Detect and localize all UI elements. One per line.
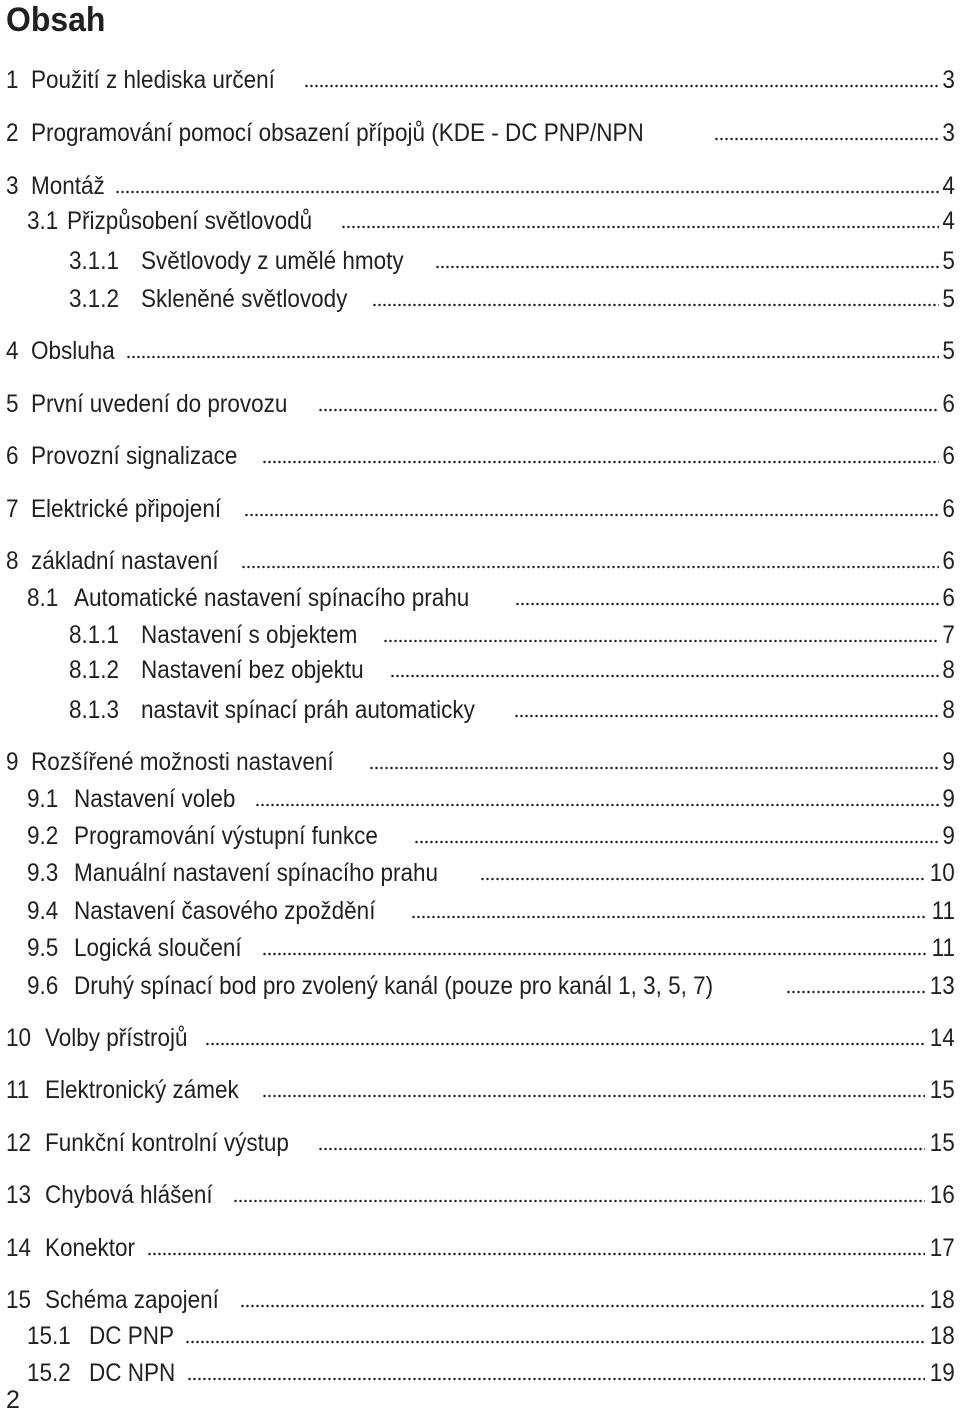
toc-entry-page: 4 xyxy=(942,207,955,235)
toc-entry-title: Schéma zapojení xyxy=(45,1286,219,1314)
toc-entry-title: Skleněné světlovody xyxy=(141,285,348,313)
page-title: Obsah xyxy=(6,1,106,39)
toc-entry-title: Montáž xyxy=(31,172,105,200)
toc-entry-page: 17 xyxy=(929,1234,955,1262)
toc-entry-page: 8 xyxy=(942,696,955,724)
toc-entry-number: 8.1.1 xyxy=(69,621,120,649)
dot-leader xyxy=(383,639,939,643)
toc-entry-title: Manuální nastavení spínacího prahu xyxy=(74,859,439,887)
dot-leader xyxy=(372,303,939,307)
toc-entry[interactable] xyxy=(27,206,955,236)
toc-entry[interactable] xyxy=(69,620,955,650)
toc-entry-number: 8.1.2 xyxy=(69,656,120,684)
toc-entry-title: Provozní signalizace xyxy=(31,442,238,470)
toc-entry-number: 1 xyxy=(6,66,19,94)
toc-entry-page: 6 xyxy=(942,495,955,523)
toc-entry[interactable] xyxy=(27,821,955,851)
toc-entry-title: DC NPN xyxy=(89,1359,176,1387)
dot-leader xyxy=(240,1304,925,1308)
dot-leader xyxy=(187,1377,925,1381)
toc-entry-title: Programování výstupní funkce xyxy=(74,822,378,850)
toc-entry-title: nastavit spínací práh automaticky xyxy=(141,696,475,724)
dot-leader xyxy=(318,408,939,412)
toc-entry-number: 8 xyxy=(6,547,19,575)
toc-entry-page: 6 xyxy=(942,547,955,575)
toc-entry-number: 9.1 xyxy=(27,785,59,813)
toc-entry[interactable] xyxy=(69,655,955,685)
toc-entry[interactable] xyxy=(6,65,955,95)
toc-entry-page: 3 xyxy=(942,119,955,147)
dot-leader xyxy=(514,714,939,718)
toc-entry-page: 15 xyxy=(929,1129,955,1157)
dot-leader xyxy=(244,513,939,517)
toc-entry-title: Elektrické připojení xyxy=(31,495,222,523)
toc-entry-title: Obsluha xyxy=(31,337,115,365)
toc-entry-page: 11 xyxy=(931,934,955,962)
dot-leader xyxy=(480,877,925,881)
dot-leader xyxy=(241,565,939,569)
toc-entry[interactable] xyxy=(6,336,955,366)
toc-entry-number: 7 xyxy=(6,495,19,523)
toc-entry-number: 13 xyxy=(6,1181,32,1209)
toc-entry-number: 11 xyxy=(6,1076,30,1104)
toc-entry-title: Chybová hlášení xyxy=(45,1181,213,1209)
page-number: 2 xyxy=(6,1386,20,1414)
toc-entry-title: Volby přístrojů xyxy=(45,1024,188,1052)
toc-entry-title: Nastavení s objektem xyxy=(141,621,358,649)
toc-entry[interactable] xyxy=(69,695,955,725)
toc-entry-page: 18 xyxy=(929,1286,955,1314)
dot-leader xyxy=(318,1147,925,1151)
dot-leader xyxy=(185,1340,925,1344)
dot-leader xyxy=(411,915,927,919)
toc-entry-number: 2 xyxy=(6,119,19,147)
toc-entry-page: 14 xyxy=(929,1024,955,1052)
toc-entry[interactable] xyxy=(27,858,955,888)
toc-entry[interactable] xyxy=(6,747,955,777)
dot-leader xyxy=(369,766,939,770)
toc-entry-title: Elektronický zámek xyxy=(45,1076,239,1104)
toc-entry-page: 5 xyxy=(942,247,955,275)
toc-entry[interactable] xyxy=(27,1358,955,1388)
toc-entry-page: 19 xyxy=(929,1359,955,1387)
toc-entry-title: základní nastavení xyxy=(31,547,219,575)
toc-entry[interactable] xyxy=(27,784,955,814)
dot-leader xyxy=(115,190,939,194)
toc-entry-title: Rozšířené možnosti nastavení xyxy=(31,748,334,776)
toc-entry[interactable] xyxy=(6,546,955,576)
toc-entry[interactable] xyxy=(6,1075,955,1105)
toc-entry-page: 10 xyxy=(929,859,955,887)
toc-entry-page: 6 xyxy=(942,584,955,612)
toc-entry[interactable] xyxy=(6,171,955,201)
toc-entry-title: DC PNP xyxy=(89,1322,175,1350)
toc-entry[interactable] xyxy=(6,1023,955,1053)
toc-entry-number: 6 xyxy=(6,442,19,470)
toc-entry-page: 11 xyxy=(931,897,955,925)
dot-leader xyxy=(390,674,939,678)
toc-entry[interactable] xyxy=(6,389,955,419)
dot-leader xyxy=(255,803,939,807)
toc-entry-number: 9.2 xyxy=(27,822,59,850)
toc-entry[interactable] xyxy=(27,1321,955,1351)
toc-entry[interactable] xyxy=(6,441,955,471)
toc-entry-title: Funkční kontrolní výstup xyxy=(45,1129,289,1157)
dot-leader xyxy=(126,355,939,359)
toc-entry-number: 3 xyxy=(6,172,19,200)
toc-entry-page: 16 xyxy=(929,1181,955,1209)
toc-entry-title: Programování pomocí obsazení přípojů (KDE - DC PNP/NPN xyxy=(31,119,644,147)
toc-entry-page: 18 xyxy=(929,1322,955,1350)
toc-entry-number: 9.6 xyxy=(27,972,59,1000)
toc-entry-number: 10 xyxy=(6,1024,32,1052)
toc-entry[interactable] xyxy=(27,971,955,1001)
toc-entry-page: 5 xyxy=(942,337,955,365)
dot-leader xyxy=(304,84,939,88)
toc-entry-title: Přizpůsobení světlovodů xyxy=(67,207,313,235)
dot-leader xyxy=(341,225,939,229)
toc-entry[interactable] xyxy=(27,896,955,926)
toc-entry-number: 4 xyxy=(6,337,19,365)
toc-entry-number: 9 xyxy=(6,748,19,776)
toc-entry[interactable] xyxy=(69,284,955,314)
dot-leader xyxy=(262,460,939,464)
toc-entry-page: 7 xyxy=(942,621,955,649)
dot-leader xyxy=(262,1094,925,1098)
toc-entry-number: 3.1.1 xyxy=(69,247,120,275)
dot-leader xyxy=(714,137,939,141)
toc-entry[interactable] xyxy=(6,1128,955,1158)
toc-entry[interactable] xyxy=(27,933,955,963)
dot-leader xyxy=(414,840,939,844)
toc-entry-number: 9.5 xyxy=(27,934,59,962)
toc-entry[interactable] xyxy=(69,246,955,276)
toc-entry-number: 14 xyxy=(6,1234,32,1262)
dot-leader xyxy=(515,602,939,606)
dot-leader xyxy=(233,1199,925,1203)
toc-entry[interactable] xyxy=(6,1285,955,1315)
toc-entry-page: 9 xyxy=(942,785,955,813)
toc-entry-page: 9 xyxy=(942,748,955,776)
toc-entry-page: 15 xyxy=(929,1076,955,1104)
toc-entry-page: 3 xyxy=(942,66,955,94)
dot-leader xyxy=(205,1042,925,1046)
toc-entry-number: 3.1.2 xyxy=(69,285,120,313)
toc-entry[interactable] xyxy=(6,1180,955,1210)
toc-entry-number: 15 xyxy=(6,1286,32,1314)
toc-entry-page: 5 xyxy=(942,285,955,313)
toc-entry-title: Konektor xyxy=(45,1234,136,1262)
toc-entry-title: Nastavení bez objektu xyxy=(141,656,364,684)
toc-entry-title: První uvedení do provozu xyxy=(31,390,288,418)
toc-entry-title: Nastavení časového zpoždění xyxy=(74,897,376,925)
toc-entry-page: 9 xyxy=(942,822,955,850)
toc-entry-page: 6 xyxy=(942,442,955,470)
toc-entry[interactable] xyxy=(27,583,955,613)
toc-entry-page: 13 xyxy=(929,972,955,1000)
toc-entry-page: 6 xyxy=(942,390,955,418)
toc-entry-number: 3.1 xyxy=(27,207,59,235)
toc-entry-page: 8 xyxy=(942,656,955,684)
toc-entry[interactable] xyxy=(6,118,955,148)
toc-entry-title: Logická sloučení xyxy=(74,934,242,962)
dot-leader xyxy=(786,990,925,994)
toc-entry-title: Druhý spínací bod pro zvolený kanál (pouze pro kanál 1, 3, 5, 7) xyxy=(74,972,714,1000)
toc-entry-number: 5 xyxy=(6,390,19,418)
toc-entry[interactable] xyxy=(6,494,955,524)
toc-entry-title: Automatické nastavení spínacího prahu xyxy=(74,584,470,612)
toc-entry-number: 12 xyxy=(6,1129,32,1157)
toc-entry-title: Nastavení voleb xyxy=(74,785,236,813)
toc-entry-title: Světlovody z umělé hmoty xyxy=(141,247,404,275)
toc-entry-number: 9.4 xyxy=(27,897,59,925)
toc-entry-number: 15.2 xyxy=(27,1359,71,1387)
toc-entry-page: 4 xyxy=(942,172,955,200)
toc-entry-number: 8.1 xyxy=(27,584,59,612)
toc-entry-number: 9.3 xyxy=(27,859,59,887)
dot-leader xyxy=(147,1252,925,1256)
toc-entry[interactable] xyxy=(6,1233,955,1263)
toc-entry-title: Použití z hlediska určení xyxy=(31,66,275,94)
toc-entry-number: 8.1.3 xyxy=(69,696,120,724)
dot-leader xyxy=(435,265,939,269)
toc-entry-number: 15.1 xyxy=(27,1322,71,1350)
dot-leader xyxy=(262,952,927,956)
